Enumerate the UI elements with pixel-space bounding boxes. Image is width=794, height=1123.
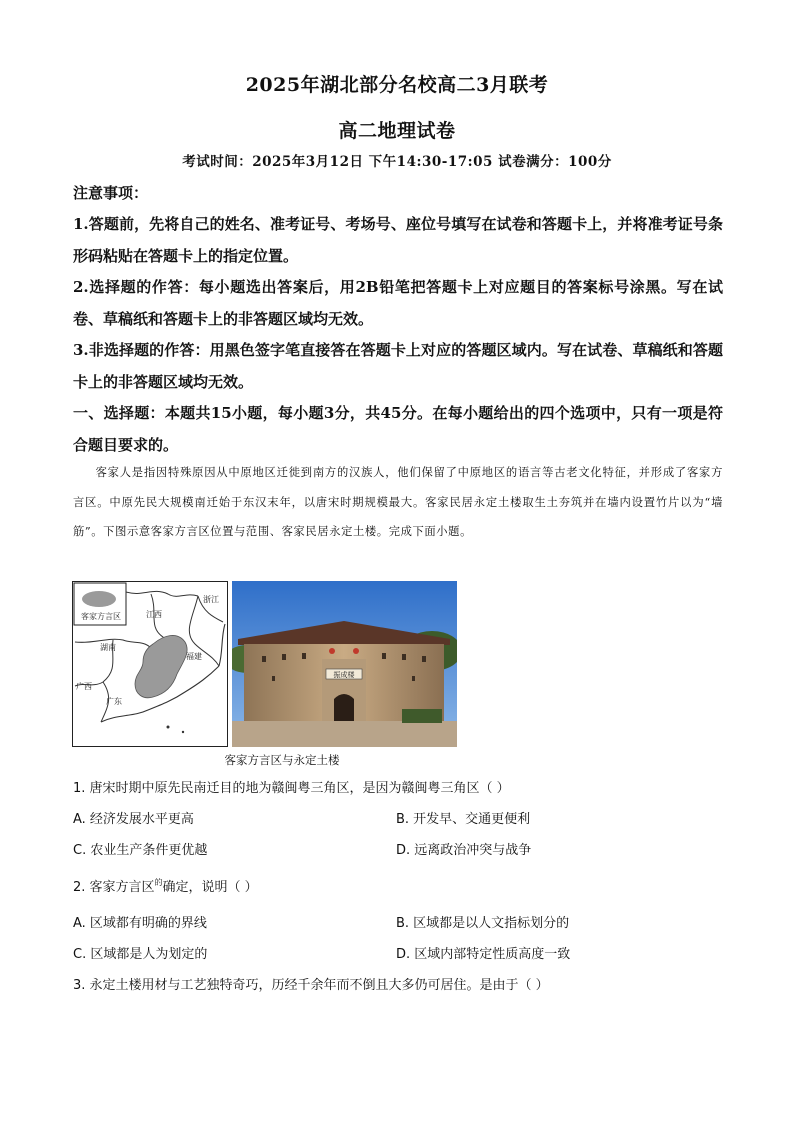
hakka-region [135,635,187,697]
figure [72,581,457,749]
ground [232,721,457,747]
question-2-option-a[interactable]: A. 区域都有明确的界线 [73,916,207,931]
exam-title: 2025年湖北部分名校高二3月联考 [245,74,549,96]
province-label-jiangxi: 江西 [146,610,162,619]
island [167,726,170,729]
question-3-stem: 3. 永定土楼用材与工艺独特奇巧，历经千余年而不倒且大多仍可居住。是由于（ ） [73,978,549,993]
map-graphic [73,582,227,746]
question-1-option-c[interactable]: C. 农业生产条件更优越 [73,843,208,858]
boundary-line [126,591,198,596]
hakka-region-map [72,581,228,747]
question-2-stem-mark: 的 [154,878,163,887]
notice-item-1: 1.答题前，先将自己的姓名、准考证号、考场号、座位号填写在试卷和答题卡上，并将准考证号条形码粘贴在答题卡上的指定位置。 [73,215,723,265]
province-label-guangdong: 广东 [106,697,122,706]
question-2-stem [73,876,258,895]
province-label-guangxi: 广西 [76,682,92,691]
province-label-hunan: 湖南 [100,643,116,652]
gate-plaque-text: 振成楼 [333,671,355,679]
question-2-option-c[interactable]: C. 区域都是人为划定的 [73,947,208,962]
question-1-option-d[interactable]: D. 远离政治冲突与战争 [396,843,532,858]
province-label-zhejiang: 浙江 [203,595,219,604]
question-2-stem-prefix: 2. 客家方言区 [73,880,155,895]
island [182,731,184,733]
bushes [402,709,442,723]
legend-swatch [82,591,116,607]
coastline [219,624,225,666]
province-label-fujian: 福建 [186,652,202,661]
question-2-option-d[interactable]: D. 区域内部特定性质高度一致 [396,947,571,962]
figure-caption: 客家方言区与永定土楼 [224,753,340,767]
notice-item-3: 3.非选择题的作答：用黑色签字笔直接答在答题卡上对应的答题区域内。写在试卷、草稿纸和答题卡上的非答题区域均无效。 [73,341,723,391]
question-1-stem: 1. 唐宋时期中原先民南迁目的地为赣闽粤三角区，是因为赣闽粤三角区（ ） [73,781,510,796]
question-2-stem-suffix: 确定，说明（ ） [162,880,258,895]
gate-door [334,694,354,724]
legend-label: 客家方言区 [81,612,121,621]
question-1-option-b[interactable]: B. 开发早、交通更便利 [396,812,531,827]
question-2-option-b[interactable]: B. 区域都是以人文指标划分的 [396,916,570,931]
question-1-option-a[interactable]: A. 经济发展水平更高 [73,812,194,827]
exam-info: 考试时间：2025年3月12日 下午14:30-17:05 试卷满分：100分 [182,154,612,170]
tulou-illustration [232,581,457,747]
section-heading: 一、选择题：本题共15小题，每小题3分，共45分。在每小题给出的四个选项中，只有一项是符合题目要求的。 [73,404,723,454]
notice-heading: 注意事项： [73,184,149,202]
exam-subtitle: 高二地理试卷 [338,120,456,142]
notice-item-2: 2.选择题的作答：每小题选出答案后，用2B铅笔把答题卡上对应题目的答案标号涂黑。写在试卷、草稿纸和答题卡上的非答题区域均无效。 [73,278,723,328]
passage-text: 客家人是指因特殊原因从中原地区迁徙到南方的汉族人，他们保留了中原地区的语言等古老文化特征，并形成了客家方言区。中原先民大规模南迁始于东汉末年，以唐宋时期规模最大。客家民居永定土楼取生土夯筑并在墙内设置竹片以为“墙筋”。下图示意客家方言区位置与范围、客家民居永定土楼。完成下面小题。 [73,466,723,538]
tulou-photo [232,581,457,747]
